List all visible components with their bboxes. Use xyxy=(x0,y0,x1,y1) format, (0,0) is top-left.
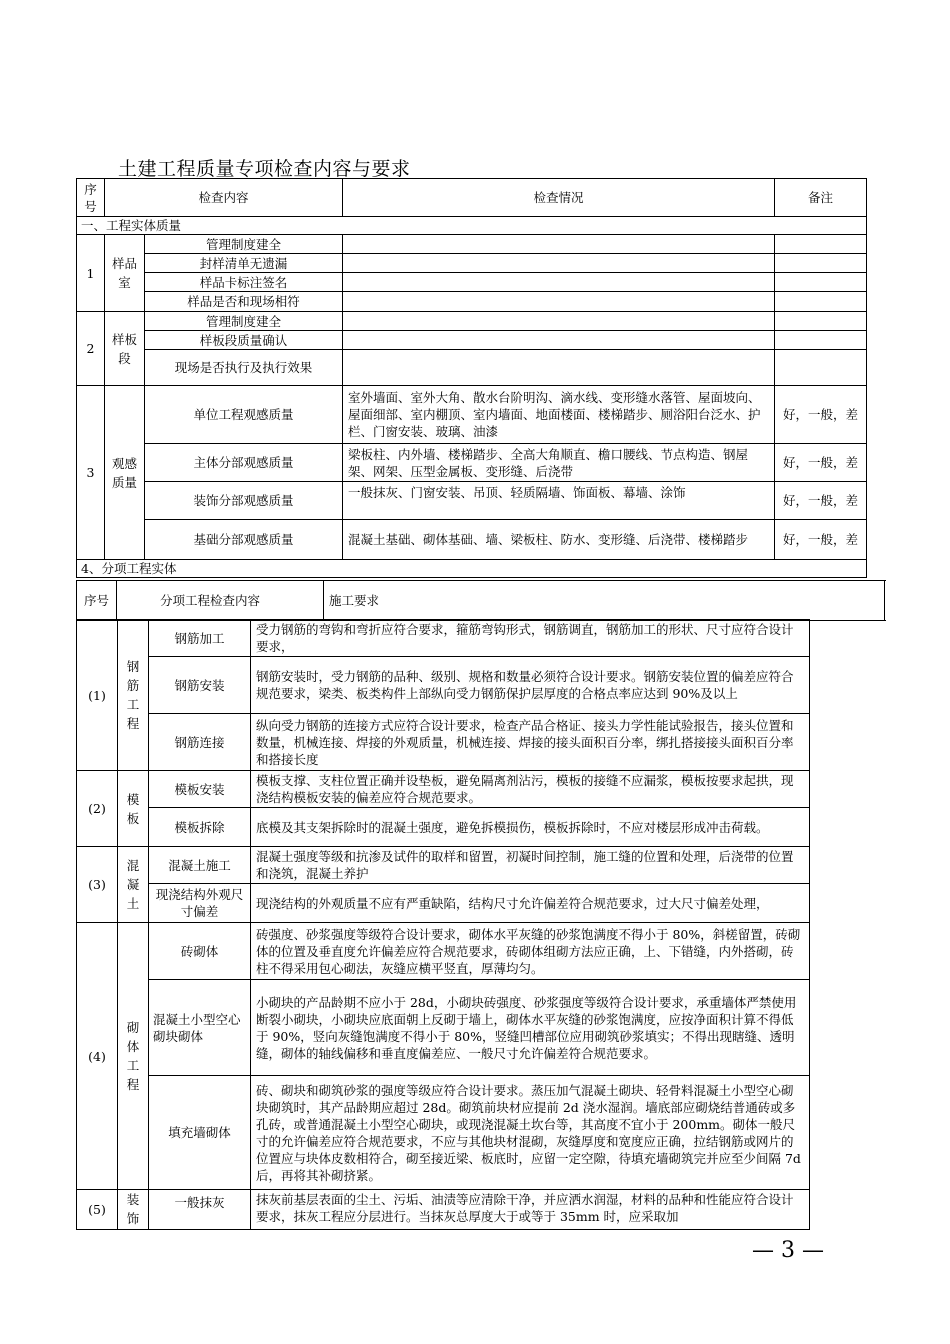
check-item: 装饰分部观感质量 xyxy=(145,482,343,520)
page-title: 土建工程质量专项检查内容与要求 xyxy=(118,158,411,180)
check-cell[interactable] xyxy=(343,292,775,312)
note-cell[interactable] xyxy=(775,350,867,386)
table-row xyxy=(77,847,810,884)
table-row xyxy=(77,235,867,254)
requirement: 模板支撑、支柱位置正确并设垫板，避免隔离剂沾污，模板的接缝不应漏浆，模板按要求起拱，现浇结构模板安装的偏差应符合规范要求。 xyxy=(251,771,810,808)
category: 样板段 xyxy=(105,312,145,386)
requirement: 混凝土强度等级和抗渗及试件的取样和留置，初凝时间控制，施工缝的位置和处理，后浇带的位置和浇筑，混凝土养护 xyxy=(251,847,810,884)
category: 钢筋工程 xyxy=(118,620,149,771)
check-item: 管理制度建全 xyxy=(145,312,343,331)
check-item: 单位工程观感质量 xyxy=(145,386,343,444)
requirement: 纵向受力钢筋的连接方式应符合设计要求，检查产品合格证、接头力学性能试验报告，接头位置和数量，机械连接、焊接的外观质量，机械连接、焊接的接头面积百分率，绑扎搭接接头面积百分率和搭接长度 xyxy=(251,714,810,771)
table-row xyxy=(77,808,810,847)
inspection-table-1 xyxy=(76,178,867,578)
check-cell: 一般抹灰、门窗安装、吊顶、轻质隔墙、饰面板、幕墙、涂饰 xyxy=(343,482,775,520)
requirement: 小砌块的产品龄期不应小于 28d，小砌块砖强度、砂浆强度等级符合设计要求，承重墙体严禁使用断裂小砌块，小砌块应底面朝上反砌于墙上，砌体水平灰缝的砂浆饱满度，应按净面积计算不得低于 90%，竖向灰缝饱满度不得小于 80%，竖缝凹槽部位应用砌筑砂浆填实；不得出现瞎缝、透明缝，砌体的轴线偏移和垂直度偏差应、一般尺寸允许偏差符合规范要求。 xyxy=(251,980,810,1076)
header-content: 检查内容 xyxy=(105,179,343,217)
requirement: 钢筋安装时，受力钢筋的品种、级别、规格和数量必须符合设计要求。钢筋安装位置的偏差应符合规范要求，梁类、板类构件上部纵向受力钢筋保护层厚度的合格点率应达到 90%及以上 xyxy=(251,657,810,714)
table-row xyxy=(77,254,867,273)
item-name: 钢筋加工 xyxy=(149,620,251,657)
item-name: 现浇结构外观尺寸偏差 xyxy=(149,884,251,923)
note-cell: 好，一般，差 xyxy=(775,520,867,560)
check-cell[interactable] xyxy=(343,273,775,292)
table-row xyxy=(77,482,867,520)
note-cell[interactable] xyxy=(775,254,867,273)
table-row xyxy=(77,980,810,1076)
item-name: 填充墙砌体 xyxy=(149,1076,251,1190)
table-row xyxy=(77,714,810,771)
header-note: 备注 xyxy=(775,179,867,217)
row-no: 3 xyxy=(77,386,105,560)
requirement: 砖强度、砂浆强度等级符合设计要求，砌体水平灰缝的砂浆饱满度不得小于 80%，斜槎留置，砖砌体的位置及垂直度允许偏差应符合规范要求，砖砌体组砌方法应正确，上、下错缝，内外搭砌，砖柱不得采用包心砌法，灰缝应横平竖直，厚薄均匀。 xyxy=(251,923,810,980)
note-cell: 好，一般，差 xyxy=(775,386,867,444)
table-header-row xyxy=(77,581,885,621)
row-no: 1 xyxy=(77,235,105,312)
table-row xyxy=(77,520,867,560)
row-no: (2) xyxy=(77,771,118,847)
check-cell[interactable] xyxy=(343,254,775,273)
item-name: 模板拆除 xyxy=(149,808,251,847)
check-item: 样品卡标注签名 xyxy=(145,273,343,292)
check-cell[interactable] xyxy=(343,235,775,254)
requirement: 抹灰前基层表面的尘土、污垢、油渍等应清除干净，并应洒水润湿，材料的品种和性能应符合设计要求，抹灰工程应分层进行。当抹灰总厚度大于或等于 35mm 时，应采取加 xyxy=(251,1190,810,1230)
item-name: 一般抹灰 xyxy=(149,1190,251,1230)
category: 模板 xyxy=(118,771,149,847)
table-row xyxy=(77,771,810,808)
item-name: 钢筋安装 xyxy=(149,657,251,714)
page-number: — 3 — xyxy=(752,1238,824,1263)
table-row xyxy=(77,1190,810,1230)
table-row xyxy=(77,312,867,331)
table-row xyxy=(77,350,867,386)
requirement: 受力钢筋的弯钩和弯折应符合要求，箍筋弯钩形式，钢筋调直，钢筋加工的形状、尺寸应符合设计要求， xyxy=(251,620,810,657)
row-no: (4) xyxy=(77,923,118,1190)
table-row xyxy=(77,331,867,350)
row-no: 2 xyxy=(77,312,105,386)
note-cell: 好，一般，差 xyxy=(775,444,867,482)
table-row xyxy=(77,657,810,714)
header-no: 序号 xyxy=(77,179,105,217)
item-name: 混凝土施工 xyxy=(149,847,251,884)
check-cell[interactable] xyxy=(343,350,775,386)
row-no: (1) xyxy=(77,620,118,771)
note-cell[interactable] xyxy=(775,235,867,254)
table-row xyxy=(77,292,867,312)
check-cell[interactable] xyxy=(343,312,775,331)
check-cell: 混凝土基础、砌体基础、墙、梁板柱、防水、变形缝、后浇带、楼梯踏步 xyxy=(343,520,775,560)
check-item: 主体分部观感质量 xyxy=(145,444,343,482)
table-row xyxy=(77,884,810,923)
header-req: 施工要求 xyxy=(324,581,885,621)
requirement: 底模及其支架拆除时的混凝土强度，避免拆模损伤，模板拆除时，不应对楼层形成冲击荷载。 xyxy=(251,808,810,847)
inspection-table-2 xyxy=(76,580,885,621)
check-item: 封样清单无遗漏 xyxy=(145,254,343,273)
check-item: 样板段质量确认 xyxy=(145,331,343,350)
header-check: 检查情况 xyxy=(343,179,775,217)
note-cell[interactable] xyxy=(775,292,867,312)
note-cell[interactable] xyxy=(775,331,867,350)
table-row xyxy=(77,1076,810,1190)
note-cell[interactable] xyxy=(775,273,867,292)
check-cell[interactable] xyxy=(343,331,775,350)
row-no: (5) xyxy=(77,1190,118,1230)
section-heading: 4、分项工程实体 xyxy=(77,560,867,578)
check-item: 样品是否和现场相符 xyxy=(145,292,343,312)
category: 样品室 xyxy=(105,235,145,312)
item-name: 钢筋连接 xyxy=(149,714,251,771)
requirement: 砖、砌块和砌筑砂浆的强度等级应符合设计要求。蒸压加气混凝土砌块、轻骨料混凝土小型空心砌块砌筑时，其产品龄期应超过 28d。砌筑前块材应提前 2d 浇水湿润。墙底部应砌烧结普通砖或多孔砖，或普通混凝土小型空心砌块，或现浇混凝土坎台等，其高度不宜小于 200mm。砌体一般尺寸的允许偏差应符合规范要求，不应与其他块材混砌，灰缝厚度和宽度应正确，拉结钢筋或网片的位置应与块体皮数相符合，砌至接近梁、板底时，应留一定空隙，待填充墙砌筑完并应至少间隔 7d 后，再将其补砌挤紧。 xyxy=(251,1076,810,1190)
table-row xyxy=(77,923,810,980)
table-row xyxy=(77,386,867,444)
table-header-row xyxy=(77,179,867,217)
category: 装饰 xyxy=(118,1190,149,1230)
row-no: (3) xyxy=(77,847,118,923)
category: 混凝土 xyxy=(118,847,149,923)
check-item: 管理制度建全 xyxy=(145,235,343,254)
note-cell: 好，一般，差 xyxy=(775,482,867,520)
item-name: 模板安装 xyxy=(149,771,251,808)
check-item: 现场是否执行及执行效果 xyxy=(145,350,343,386)
category: 砌体工程 xyxy=(118,923,149,1190)
note-cell[interactable] xyxy=(775,312,867,331)
check-cell: 梁板柱、内外墙、楼梯踏步、全高大角顺直、檐口腰线、节点构造、钢屋架、网架、压型金属板、变形缝、后浇带 xyxy=(343,444,775,482)
table-row xyxy=(77,444,867,482)
check-cell: 室外墙面、室外大角、散水台阶明沟、滴水线、变形缝水落管、屋面坡向、屋面细部、室内棚顶、室内墙面、地面楼面、楼梯踏步、厕浴阳台泛水、护栏、门窗安装、玻璃、油漆 xyxy=(343,386,775,444)
check-item: 基础分部观感质量 xyxy=(145,520,343,560)
header-content: 分项工程检查内容 xyxy=(117,581,324,621)
section-heading: 一、工程实体质量 xyxy=(77,217,867,235)
construction-requirements-table xyxy=(76,619,810,1230)
item-name: 混凝土小型空心砌块砌体 xyxy=(149,980,251,1076)
header-no: 序号 xyxy=(77,581,117,621)
category: 观感质量 xyxy=(105,386,145,560)
table-row xyxy=(77,620,810,657)
table-row xyxy=(77,273,867,292)
item-name: 砖砌体 xyxy=(149,923,251,980)
requirement: 现浇结构的外观质量不应有严重缺陷，结构尺寸允许偏差符合规范要求，过大尺寸偏差处理， xyxy=(251,884,810,923)
